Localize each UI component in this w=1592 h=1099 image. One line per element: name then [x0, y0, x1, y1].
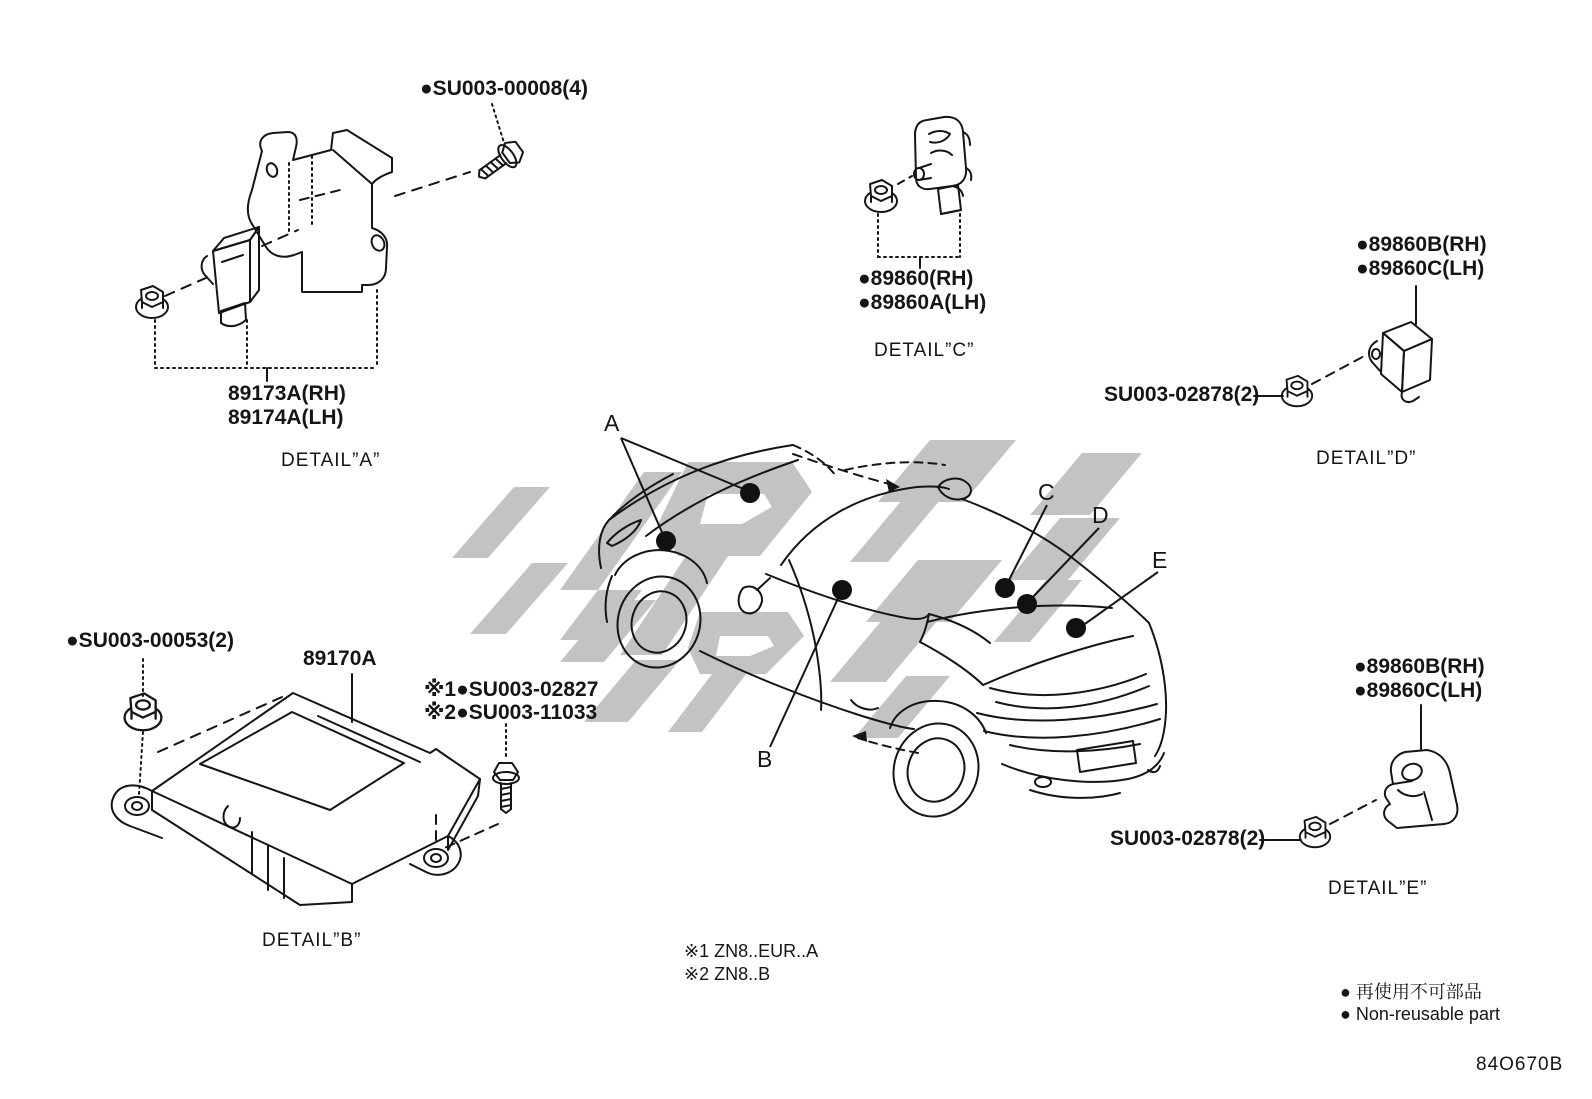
- detail-b-part-number: 89170A: [303, 647, 377, 670]
- car-callout-a: A: [604, 410, 620, 436]
- detail-c-caption: DETAIL”C”: [874, 340, 975, 361]
- detail-b-bolt-part-number-2: ※2●SU003-11033: [424, 701, 598, 724]
- footnote-2: ※2 ZN8..B: [684, 964, 771, 984]
- detail-b-nut-part-number: ●SU003-00053(2): [66, 629, 234, 652]
- detail-d-caption: DETAIL”D”: [1316, 448, 1417, 469]
- detail-c-drawing: [865, 117, 971, 268]
- dot-c: [995, 578, 1015, 598]
- detail-a-caption: DETAIL”A”: [281, 450, 381, 471]
- detail-a-part-number-lh: 89174A(LH): [228, 406, 344, 429]
- dot-a-2: [656, 531, 676, 551]
- detail-d-part-number-lh: ●89860C(LH): [1356, 257, 1485, 280]
- detail-e-part-number-rh: ●89860B(RH): [1354, 655, 1485, 678]
- detail-b-caption: DETAIL”B”: [262, 930, 362, 951]
- detail-d-nut-part-number: SU003-02878(2): [1104, 383, 1260, 406]
- detail-c-part-number-lh: ●89860A(LH): [858, 291, 987, 314]
- drawing-code: 84O670B: [1476, 1054, 1564, 1075]
- car-callout-b: B: [757, 746, 773, 772]
- car-callout-e: E: [1152, 547, 1168, 573]
- detail-d-part-number-rh: ●89860B(RH): [1356, 233, 1487, 256]
- footnote-1: ※1 ZN8..EUR..A: [684, 941, 819, 961]
- dot-b: [832, 580, 852, 600]
- detail-a-part-number-rh: 89173A(RH): [228, 382, 346, 405]
- detail-a-bolt-part-number: ●SU003-00008(4): [420, 77, 588, 100]
- detail-e-nut-part-number: SU003-02878(2): [1110, 827, 1266, 850]
- detail-e-part-number-lh: ●89860C(LH): [1354, 679, 1483, 702]
- detail-e-caption: DETAIL”E”: [1328, 878, 1428, 899]
- car-callout-c: C: [1038, 479, 1055, 505]
- car-callout-d: D: [1092, 502, 1109, 528]
- detail-a-drawing: [136, 104, 527, 381]
- detail-c-part-number-rh: ●89860(RH): [858, 267, 974, 290]
- detail-b-bolt-part-number-1: ※1●SU003-02827: [424, 678, 599, 701]
- dot-e: [1066, 618, 1086, 638]
- detail-e-drawing: [1260, 705, 1457, 847]
- legend-non-reusable-jp: ● 再使用不可部品: [1340, 982, 1482, 1002]
- detail-d-drawing: [1254, 286, 1432, 406]
- dot-a-1: [740, 483, 760, 503]
- legend-non-reusable-en: ● Non-reusable part: [1340, 1004, 1500, 1024]
- dot-d: [1017, 594, 1037, 614]
